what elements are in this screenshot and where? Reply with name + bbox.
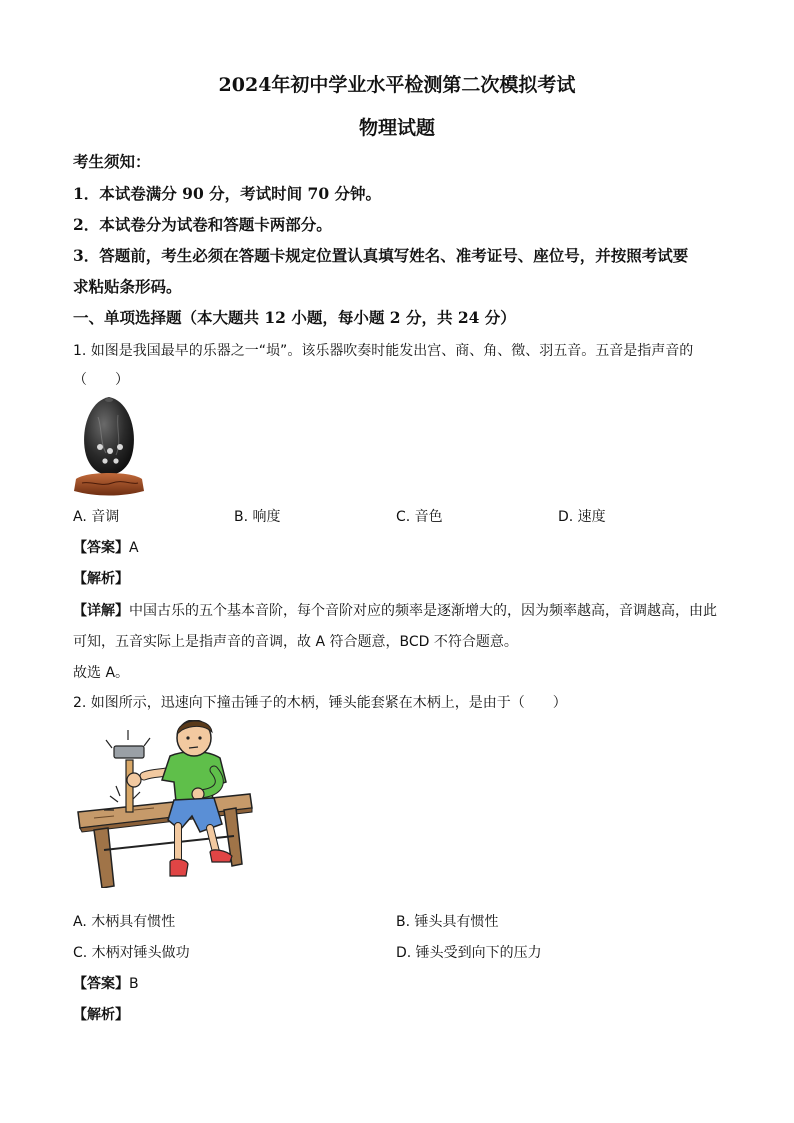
q1-answer: [73, 537, 139, 557]
detail-tag: 【详解】: [73, 603, 129, 619]
detail-text: 中国古乐的五个基本音阶，每个音阶对应的频率是逐渐增大的，因为频率越高，音调越高，由此: [129, 603, 717, 619]
q2-stem: 2. 如图所示，迅速向下撞击锤子的木柄，锤头能套紧在木柄上，是由于（ ）: [73, 695, 567, 711]
q1-option-d: D. 速度: [558, 509, 606, 525]
q2-answer: [73, 973, 139, 993]
notice-item-2: 2．本试卷分为试卷和答题卡两部分。: [73, 215, 332, 234]
answer-tag: 【答案】: [73, 540, 129, 556]
q1-stem-line1: 1. 如图是我国最早的乐器之一“埙”。该乐器吹奏时能发出宫、商、角、徵、羽五音。五音是指声音的: [73, 343, 694, 359]
notice-item-3: 3．答题前，考生必须在答题卡规定位置认真填写姓名、准考证号、座位号，并按照考试要: [73, 246, 689, 265]
hammer-boy-image: [74, 720, 256, 888]
q1-analysis-tag: 【解析】: [73, 571, 129, 587]
q2-option-b: B. 锤头具有惯性: [396, 914, 499, 930]
answer-tag: 【答案】: [73, 976, 129, 992]
xun-instrument-image: [72, 393, 146, 497]
exam-subtitle: 物理试题: [358, 117, 435, 139]
notice-heading: 考生须知：: [73, 152, 151, 171]
q2-option-c: C. 木柄对锤头做功: [73, 945, 190, 961]
q1-detail-line2: 可知，五音实际上是指声音的音调，故 A 符合题意，BCD 不符合题意。: [73, 634, 518, 650]
q1-option-a: A. 音调: [73, 509, 120, 525]
answer-value: B: [129, 976, 139, 992]
q1-conclusion: 故选 A。: [73, 665, 130, 681]
section-heading: 一、单项选择题（本大题共 12 小题，每小题 2 分，共 24 分）: [73, 308, 516, 327]
q1-detail-line1: [73, 600, 717, 620]
q1-option-c: C. 音色: [396, 509, 443, 525]
q2-option-d: D. 锤头受到向下的压力: [396, 945, 542, 961]
q2-option-a: A. 木柄具有惯性: [73, 914, 176, 930]
q2-analysis-tag: 【解析】: [73, 1007, 129, 1023]
q1-stem-line2: （ ）: [73, 372, 129, 388]
answer-value: A: [129, 540, 139, 556]
notice-item-3-cont: 求粘贴条形码。: [73, 277, 182, 296]
exam-title: 2024年初中学业水平检测第二次模拟考试: [218, 74, 576, 96]
q1-option-b: B. 响度: [234, 509, 281, 525]
notice-item-1: 1．本试卷满分 90 分，考试时间 70 分钟。: [73, 184, 382, 203]
